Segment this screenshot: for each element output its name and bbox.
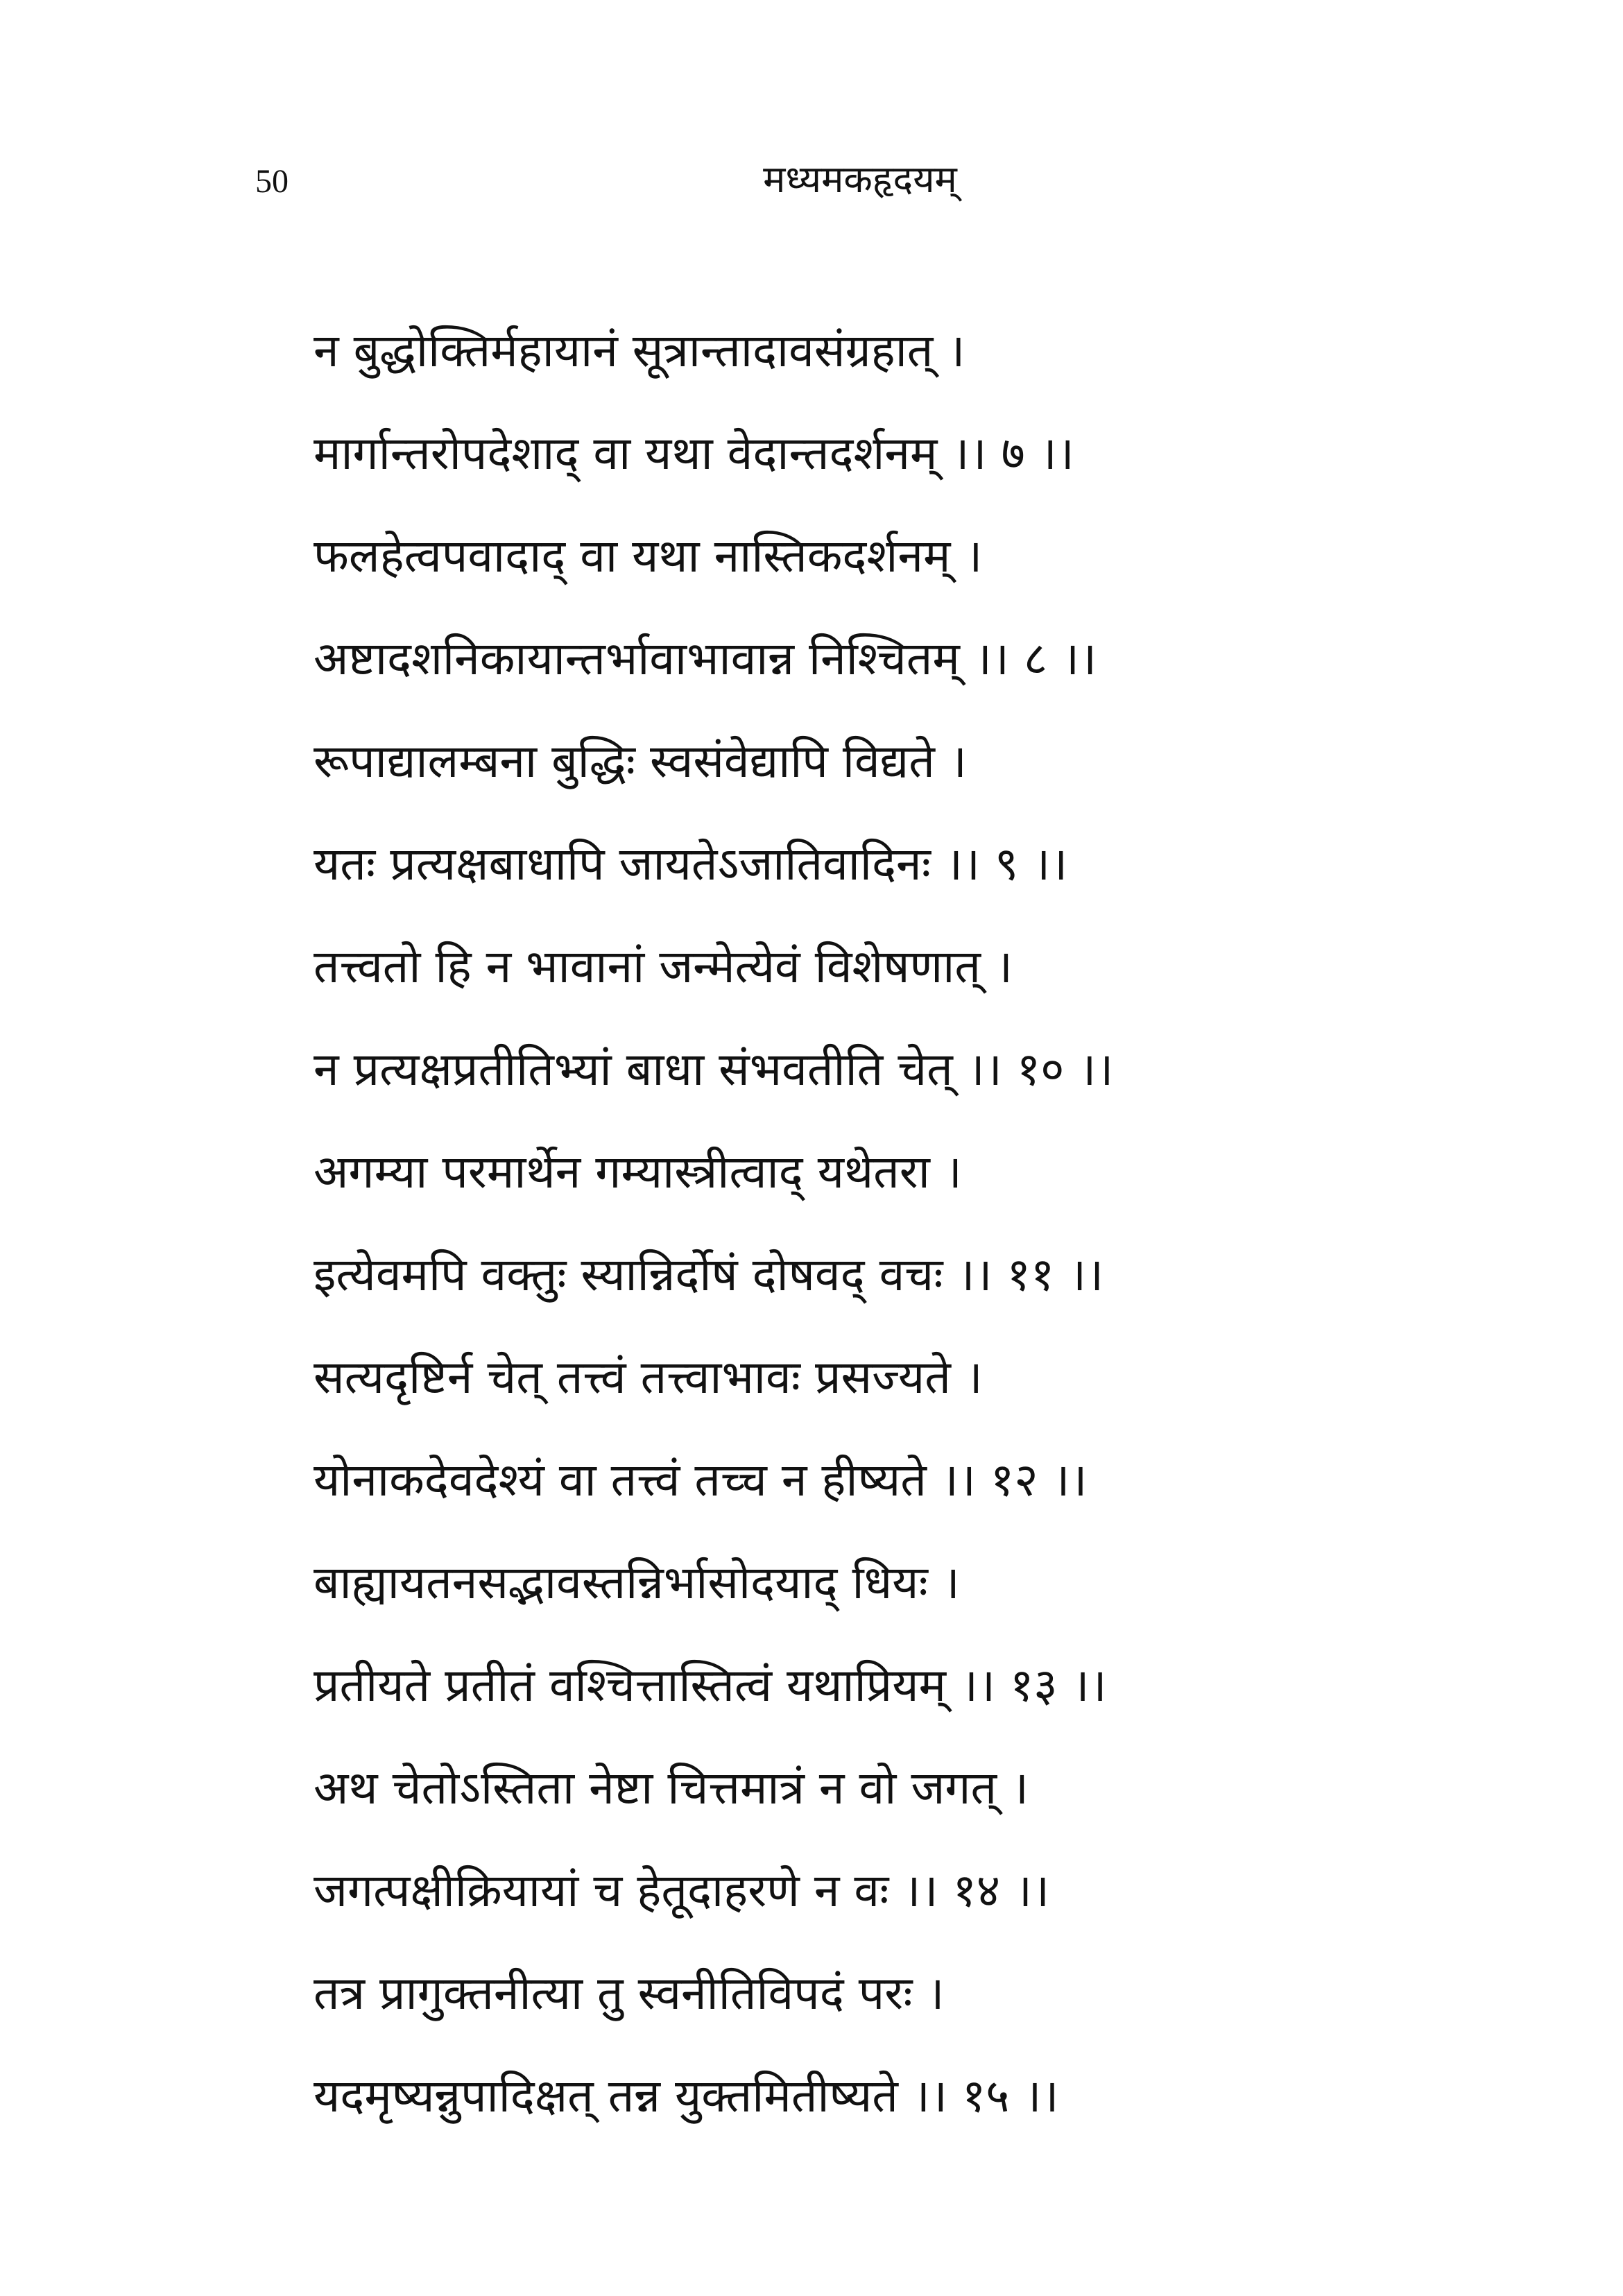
verse-9 [314, 720, 1562, 925]
verse-line: न प्रत्यक्षप्रतीतिभ्यां बाधा संभवतीति चेत् ।। १० ।। [314, 1043, 1114, 1096]
verse-line: रूपाद्यालम्बना बुद्धिः स्वसंवेद्यापि विद्यते । [314, 735, 967, 788]
verse-line: योनाकदेवदेश्यं वा तत्त्वं तच्च न हीष्यते ।। १२ ।। [314, 1453, 1088, 1507]
verse-12 [314, 1336, 1562, 1541]
verse-line: सत्यदृष्टिर्न चेत् तत्त्वं तत्त्वाभावः प्रसज्यते । [314, 1351, 983, 1404]
verse-15 [314, 1952, 1562, 2157]
verse-8 [314, 515, 1562, 720]
verse-line: जगत्पक्षीक्रियायां च हेतूदाहरणे न वः ।। १४ ।। [314, 1864, 1050, 1917]
verse-line: फलहेत्वपवादाद् वा यथा नास्तिकदर्शनम् । [314, 529, 983, 583]
verse-line: अष्टादशनिकायान्तर्भावाभावान्न निश्चितम् ।। ८ ।। [314, 632, 1097, 685]
verse-11 [314, 1131, 1562, 1336]
verse-list [314, 309, 1562, 2157]
verse-10 [314, 925, 1562, 1131]
verse-line: इत्येवमपि वक्तुः स्यान्निर्दोषं दोषवद् वचः ।। ११ ।। [314, 1248, 1104, 1301]
verse-line: अगम्या परमार्थेन गम्यास्त्रीत्वाद् यथेतरा । [314, 1145, 962, 1199]
verse-line: बाह्यायतनसद्भावस्तन्निर्भासोदयाद् धियः । [314, 1556, 960, 1609]
verse-14 [314, 1747, 1562, 1952]
page-number: 50 [255, 163, 289, 200]
verse-line: यदमृष्यन्नुपादिक्षत् तन्न युक्तमितीष्यते ।। १५ ।। [314, 2069, 1059, 2123]
verse-line: यतः प्रत्यक्षबाधापि जायतेऽजातिवादिनः ।। ९ ।। [314, 837, 1068, 891]
verse-13 [314, 1541, 1562, 1747]
verse-line: तत्त्वतो हि न भावानां जन्मेत्येवं विशेषणात् । [314, 940, 1013, 993]
verse-line: प्रतीयते प्रतीतं वश्चित्तास्तित्वं यथाप्रियम् ।। १३ ।। [314, 1659, 1107, 1712]
verse-7 [314, 309, 1562, 515]
verse-line: तत्र प्रागुक्तनीत्या तु स्वनीतिविपदं परः । [314, 1967, 945, 2020]
verse-line: न बुद्धोक्तिर्महायानं सूत्रान्तादावसंग्रहात् । [314, 324, 965, 377]
running-title: मध्यमकहृदयम् [763, 157, 957, 201]
verse-line: अथ चेतोऽस्तिता नेष्टा चित्तमात्रं न वो जगत् । [314, 1761, 1029, 1815]
verse-line: मार्गान्तरोपदेशाद् वा यथा वेदान्तदर्शनम् ।। ७ ।। [314, 427, 1074, 480]
